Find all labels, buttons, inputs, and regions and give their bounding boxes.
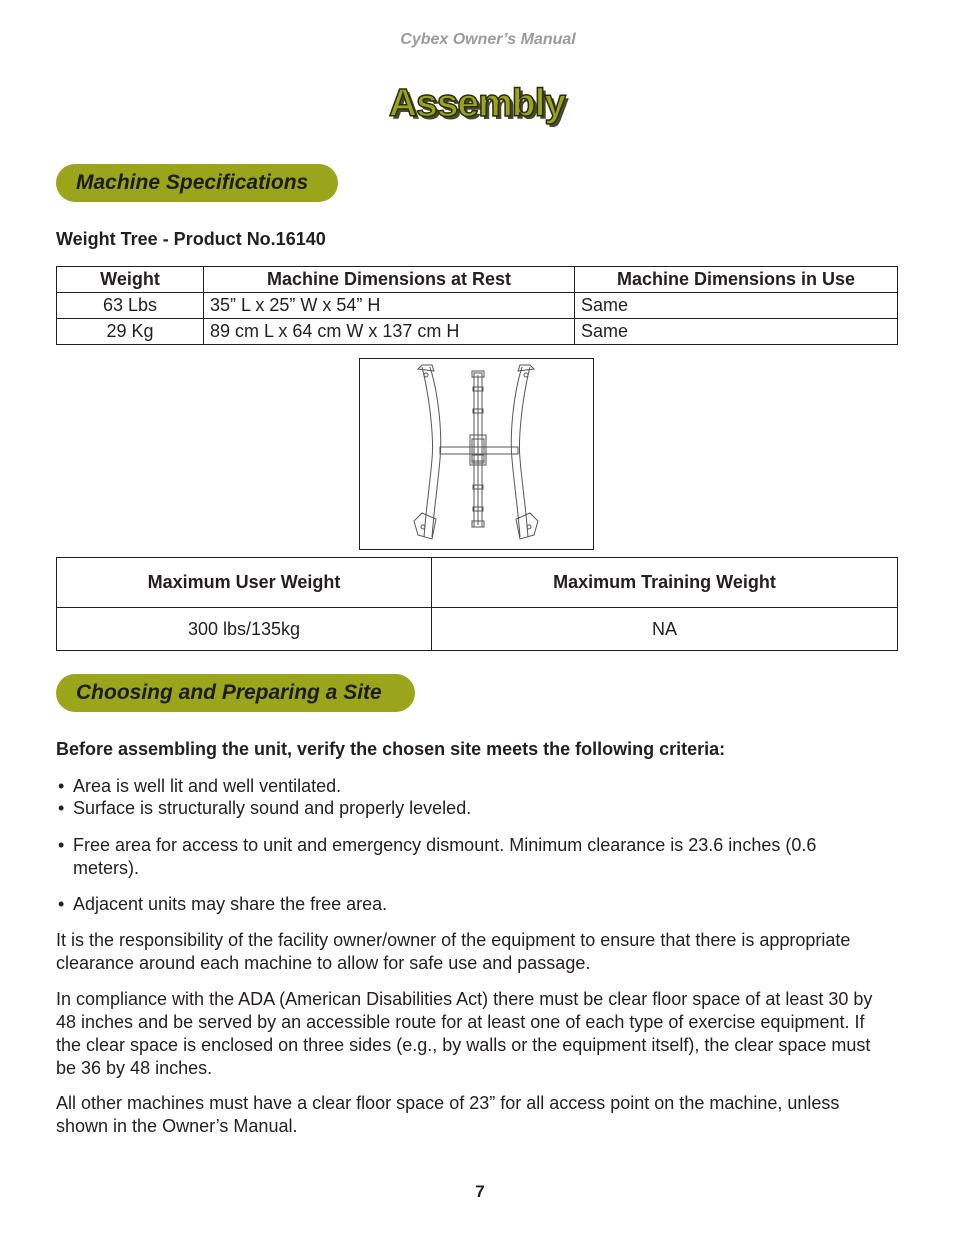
list-item: • Adjacent units may share the free area. <box>58 894 388 914</box>
page-number: 7 <box>475 1182 485 1201</box>
table-header-row <box>57 558 898 608</box>
table-cell: 89 cm L x 64 cm W x 137 cm H <box>204 319 575 345</box>
section-heading-machine-specifications: Machine Specifications <box>56 164 338 202</box>
weight-limits-table <box>56 557 898 651</box>
product-heading: Weight Tree - Product No.16140 <box>56 229 326 249</box>
weight-tree-drawing <box>360 359 592 548</box>
weight-tree-illustration <box>359 358 594 550</box>
list-item: • Surface is structurally sound and properly leveled. <box>58 798 472 818</box>
table-cell: 29 Kg <box>57 319 204 345</box>
list-item: • Free area for access to unit and emergency dismount. Minimum clearance is 23.6 inches (0.6 meters). <box>58 835 817 878</box>
table-cell: NA <box>432 608 898 651</box>
table-cell: 35” L x 25” W x 54” H <box>204 293 575 319</box>
table-header-cell: Machine Dimensions at Rest <box>204 267 575 293</box>
table-header-row <box>57 267 898 293</box>
list-item: • Area is well lit and well ventilated. <box>58 776 342 796</box>
table-row <box>57 319 898 345</box>
table-cell: 300 lbs/135kg <box>57 608 432 651</box>
paragraph: In compliance with the ADA (American Disabilities Act) there must be clear floor space of at least 30 by 48 inches and be served by an accessible route for at least one of each type of exercise equipment. If the clear space is enclosed on three sides (e.g., by walls or the equipment itself), the clear space must be 36 by 48 inches. <box>56 989 873 1078</box>
bullet-icon: • <box>58 798 65 818</box>
site-intro: Before assembling the unit, verify the chosen site meets the following criteria: <box>56 739 726 759</box>
bullet-icon: • <box>58 776 65 796</box>
section-heading-choosing-site: Choosing and Preparing a Site <box>56 674 415 712</box>
bullet-icon: • <box>58 835 65 855</box>
table-cell: 63 Lbs <box>57 293 204 319</box>
running-header: Cybex Owner’s Manual <box>400 31 576 48</box>
bullet-icon: • <box>58 894 65 914</box>
paragraph: All other machines must have a clear floor space of 23” for all access point on the machine, unless shown in the Owner’s Manual. <box>56 1093 840 1136</box>
specifications-table <box>56 266 898 345</box>
table-row <box>57 293 898 319</box>
table-header-cell: Weight <box>57 267 204 293</box>
table-row <box>57 608 898 651</box>
table-header-cell: Maximum Training Weight <box>432 558 898 608</box>
table-cell: Same <box>575 293 898 319</box>
page-title: Assembly <box>388 82 566 125</box>
table-cell: Same <box>575 319 898 345</box>
paragraph: It is the responsibility of the facility owner/owner of the equipment to ensure that there is appropriate clearance around each machine to allow for safe use and passage. <box>56 930 851 973</box>
table-header-cell: Maximum User Weight <box>57 558 432 608</box>
table-header-cell: Machine Dimensions in Use <box>575 267 898 293</box>
